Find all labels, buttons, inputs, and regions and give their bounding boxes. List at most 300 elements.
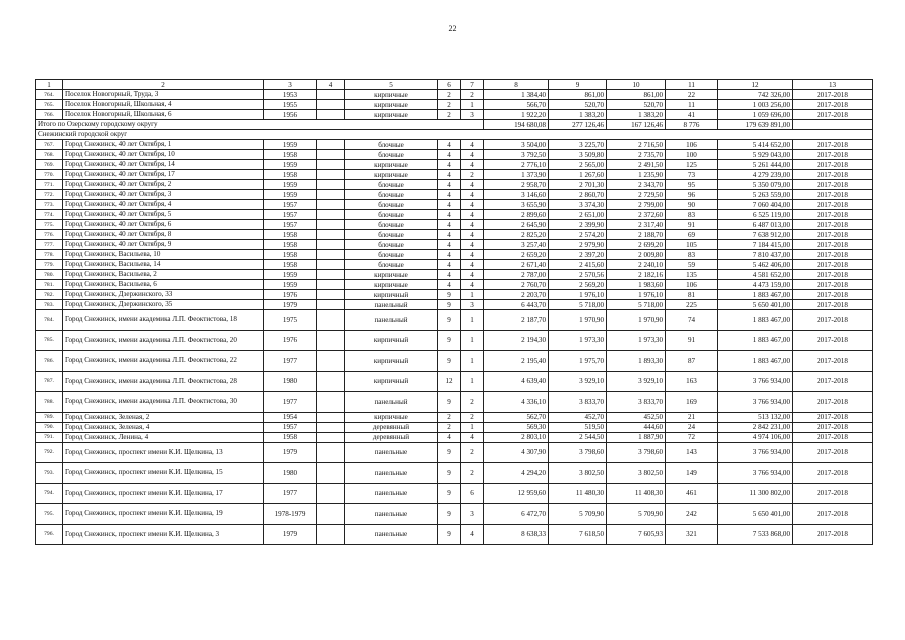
table-cell: 3 225,70	[549, 140, 607, 150]
table-cell: 2017-2018	[793, 200, 873, 210]
table-cell: панельные	[345, 463, 438, 484]
table-cell: Город Снежинск, 40 лет Октября, 17	[63, 170, 264, 180]
table-cell: 1957	[264, 422, 317, 432]
table-cell: блочные	[345, 180, 438, 190]
table-cell: 24	[666, 422, 718, 432]
table-cell: 1980	[264, 371, 317, 392]
table-cell: 149	[666, 463, 718, 484]
table-cell: 1977	[264, 392, 317, 413]
table-cell: 2 570,56	[549, 270, 607, 280]
table-cell: 1957	[264, 220, 317, 230]
table-cell: 225	[666, 300, 718, 310]
table-cell: 4	[461, 210, 484, 220]
table-cell: 125	[666, 160, 718, 170]
table-cell: 2 799,00	[607, 200, 666, 210]
column-header: 11	[666, 80, 718, 90]
table-cell: 770.	[36, 170, 63, 180]
table-cell: панельные	[345, 504, 438, 525]
table-cell: 2	[438, 422, 461, 432]
table-cell: 2017-2018	[793, 504, 873, 525]
table-cell: 1957	[264, 210, 317, 220]
table-cell: 4	[438, 180, 461, 190]
table-cell	[317, 160, 345, 170]
table-cell: 4	[461, 280, 484, 290]
table-cell: 72	[666, 432, 718, 442]
table-cell: 6 525 119,00	[718, 210, 793, 220]
column-header: 7	[461, 80, 484, 90]
table-cell: 2017-2018	[793, 483, 873, 504]
table-cell: 1956	[264, 110, 317, 120]
table-cell: 143	[666, 442, 718, 463]
table-cell: Город Снежинск, имени академика Л.П. Феоктистова, 28	[63, 371, 264, 392]
table-cell	[317, 351, 345, 372]
table-cell: блочные	[345, 250, 438, 260]
table-cell: 2 671,40	[484, 260, 549, 270]
table-cell: 9	[438, 310, 461, 331]
total-value: 277 126,46	[549, 120, 607, 130]
table-cell: 774.	[36, 210, 63, 220]
table-cell	[317, 210, 345, 220]
table-cell: 1 373,90	[484, 170, 549, 180]
table-cell: Город Снежинск, Васильева, 6	[63, 280, 264, 290]
table-cell	[317, 280, 345, 290]
table-cell: кирпичные	[345, 280, 438, 290]
table-cell: 444,60	[607, 422, 666, 432]
table-cell: 771.	[36, 180, 63, 190]
table-cell: 6 443,70	[484, 300, 549, 310]
total-empty	[793, 120, 873, 130]
table-cell: 5 414 652,00	[718, 140, 793, 150]
table-cell: 59	[666, 260, 718, 270]
table-cell: кирпичные	[345, 412, 438, 422]
table-cell: Город Снежинск, проспект имени К.И. Щелкина, 15	[63, 463, 264, 484]
table-row	[36, 110, 873, 120]
table-cell	[317, 90, 345, 100]
table-cell: 2 760,70	[484, 280, 549, 290]
table-cell: 2	[461, 392, 484, 413]
table-cell: 1976	[264, 330, 317, 351]
table-cell: 5 261 444,00	[718, 160, 793, 170]
total-value: 179 639 891,00	[718, 120, 793, 130]
table-cell: 2 729,50	[607, 190, 666, 200]
table-cell: 1978-1979	[264, 504, 317, 525]
table-cell: 169	[666, 392, 718, 413]
table-cell: 9	[438, 290, 461, 300]
column-header: 9	[549, 80, 607, 90]
table-cell: 4	[438, 230, 461, 240]
table-cell: Город Снежинск, проспект имени К.И. Щелкина, 13	[63, 442, 264, 463]
table-cell: 2017-2018	[793, 210, 873, 220]
table-cell: Поселок Новогорный, Школьная, 4	[63, 100, 264, 110]
table-cell: 4	[461, 432, 484, 442]
table-row	[36, 190, 873, 200]
table-cell: 3 655,90	[484, 200, 549, 210]
table-cell: 796.	[36, 524, 63, 545]
table-cell: 1979	[264, 442, 317, 463]
table-cell: 3 833,70	[607, 392, 666, 413]
table-cell	[317, 504, 345, 525]
table-cell: 1 383,20	[549, 110, 607, 120]
table-cell: 782.	[36, 290, 63, 300]
table-cell: Город Снежинск, 40 лет Октября, 6	[63, 220, 264, 230]
table-cell: 100	[666, 150, 718, 160]
table-cell: кирпичный	[345, 290, 438, 300]
table-cell: 2	[461, 442, 484, 463]
table-cell: 2017-2018	[793, 330, 873, 351]
table-cell: 1979	[264, 524, 317, 545]
table-cell: 2017-2018	[793, 160, 873, 170]
table-cell: 5 650 401,00	[718, 504, 793, 525]
table-cell: 461	[666, 483, 718, 504]
table-cell	[317, 190, 345, 200]
table-cell: 1959	[264, 270, 317, 280]
table-cell: 2 203,70	[484, 290, 549, 300]
table-row	[36, 504, 873, 525]
table-cell: 1	[461, 330, 484, 351]
table-row	[36, 240, 873, 250]
table-cell: блочные	[345, 260, 438, 270]
table-cell: блочные	[345, 140, 438, 150]
table-cell: кирпичный	[345, 330, 438, 351]
table-cell: 4	[438, 190, 461, 200]
table-cell: Город Снежинск, имени академика Л.П. Феоктистова, 30	[63, 392, 264, 413]
table-cell: 4	[461, 160, 484, 170]
table-cell: 789.	[36, 412, 63, 422]
table-cell: 3 929,10	[549, 371, 607, 392]
table-cell: 2	[438, 110, 461, 120]
table-cell: 1 973,30	[607, 330, 666, 351]
table-cell: 7 810 437,00	[718, 250, 793, 260]
column-header: 3	[264, 80, 317, 90]
table-cell: 4	[461, 180, 484, 190]
total-label: Итого по Озерскому городскому округу	[36, 120, 484, 130]
table-cell	[317, 180, 345, 190]
column-header: 10	[607, 80, 666, 90]
table-cell: 9	[438, 442, 461, 463]
table-cell: Город Снежинск, 40 лет Октября, 2	[63, 180, 264, 190]
table-cell: 7 184 415,00	[718, 240, 793, 250]
table-row	[36, 300, 873, 310]
table-cell	[317, 422, 345, 432]
column-header: 5	[345, 80, 438, 90]
table-cell: 2017-2018	[793, 351, 873, 372]
table-cell: 6 472,70	[484, 504, 549, 525]
table-cell: 135	[666, 270, 718, 280]
table-cell: кирпичные	[345, 160, 438, 170]
table-cell: 1958	[264, 260, 317, 270]
table-row	[36, 210, 873, 220]
table-cell: 4	[461, 220, 484, 230]
table-cell: кирпичные	[345, 170, 438, 180]
table-cell: 2017-2018	[793, 422, 873, 432]
table-cell: 2	[438, 412, 461, 422]
table-cell	[317, 483, 345, 504]
table-cell: Город Снежинск, 40 лет Октября, 5	[63, 210, 264, 220]
table-cell: кирпичный	[345, 351, 438, 372]
table-cell: 2 787,00	[484, 270, 549, 280]
table-cell: блочные	[345, 240, 438, 250]
table-cell: 4	[461, 230, 484, 240]
table-cell: 4	[438, 240, 461, 250]
table-cell: Город Снежинск, 40 лет Октября, 14	[63, 160, 264, 170]
table-cell: 2017-2018	[793, 240, 873, 250]
table-cell: 2	[461, 90, 484, 100]
table-cell: 1959	[264, 280, 317, 290]
table-cell: Город Снежинск, 40 лет Октября, 8	[63, 230, 264, 240]
table-cell: 4	[438, 270, 461, 280]
table-cell: 2 651,00	[549, 210, 607, 220]
table-cell	[317, 442, 345, 463]
table-cell: 2017-2018	[793, 180, 873, 190]
table-cell: 3 257,40	[484, 240, 549, 250]
table-cell: 7 060 404,00	[718, 200, 793, 210]
table-cell: 2 569,20	[549, 280, 607, 290]
table-cell: 4	[438, 210, 461, 220]
table-cell: 2017-2018	[793, 463, 873, 484]
table-cell: Город Снежинск, проспект имени К.И. Щелкина, 3	[63, 524, 264, 545]
table-cell: 773.	[36, 200, 63, 210]
table-cell: 87	[666, 351, 718, 372]
table-cell: 1958	[264, 170, 317, 180]
table-row	[36, 140, 873, 150]
table-cell: 4 639,40	[484, 371, 549, 392]
table-cell	[317, 270, 345, 280]
column-header: 4	[317, 80, 345, 90]
table-cell: 779.	[36, 260, 63, 270]
table-row	[36, 200, 873, 210]
table-cell: 2017-2018	[793, 280, 873, 290]
table-cell: 2 860,70	[549, 190, 607, 200]
table-cell: 2 491,50	[607, 160, 666, 170]
table-cell: 1959	[264, 190, 317, 200]
table-cell: 9	[438, 351, 461, 372]
table-cell: 4	[461, 524, 484, 545]
table-cell: Поселок Новогорный, Труда, 3	[63, 90, 264, 100]
column-header: 1	[36, 80, 63, 90]
housing-table	[35, 79, 873, 545]
table-cell: 1955	[264, 100, 317, 110]
table-cell: 2017-2018	[793, 432, 873, 442]
table-cell: 2 188,70	[607, 230, 666, 240]
table-cell: 3 798,60	[607, 442, 666, 463]
table-cell	[317, 432, 345, 442]
table-cell: 105	[666, 240, 718, 250]
table-cell	[317, 230, 345, 240]
table-row	[36, 270, 873, 280]
table-cell: 1 267,60	[549, 170, 607, 180]
table-cell: 3 146,60	[484, 190, 549, 200]
table-cell: 1958	[264, 240, 317, 250]
table-cell: 5 709,90	[549, 504, 607, 525]
table-cell: Город Снежинск, 40 лет Октября, 3	[63, 190, 264, 200]
table-row	[36, 90, 873, 100]
table-cell: Город Снежинск, 40 лет Октября, 4	[63, 200, 264, 210]
table-cell: панельный	[345, 300, 438, 310]
table-cell: 21	[666, 412, 718, 422]
table-cell: 1976	[264, 290, 317, 300]
table-cell: 452,70	[549, 412, 607, 422]
table-cell: 2 009,80	[607, 250, 666, 260]
table-cell: 2 397,20	[549, 250, 607, 260]
table-cell: 2	[461, 463, 484, 484]
table-cell	[317, 412, 345, 422]
table-cell: 1 883 467,00	[718, 330, 793, 351]
table-cell: 3 509,80	[549, 150, 607, 160]
table-cell: 3	[461, 300, 484, 310]
table-cell: 520,70	[549, 100, 607, 110]
table-cell: 4	[461, 150, 484, 160]
table-cell: 1975	[264, 310, 317, 331]
table-cell: 9	[438, 483, 461, 504]
table-cell: 4	[438, 200, 461, 210]
table-cell	[317, 371, 345, 392]
table-cell: Город Снежинск, Зеленая, 2	[63, 412, 264, 422]
table-cell: 2017-2018	[793, 190, 873, 200]
table-cell: 2 735,70	[607, 150, 666, 160]
table-cell: 1	[461, 371, 484, 392]
table-cell	[317, 310, 345, 331]
table-cell: 513 132,00	[718, 412, 793, 422]
table-cell: 4	[461, 200, 484, 210]
table-cell: 8 638,33	[484, 524, 549, 545]
table-cell	[317, 524, 345, 545]
table-cell: 9	[438, 524, 461, 545]
table-cell: 2017-2018	[793, 371, 873, 392]
table-cell: 1 970,90	[549, 310, 607, 331]
table-cell: 90	[666, 200, 718, 210]
table-cell: 1	[461, 422, 484, 432]
table-cell: 4	[438, 220, 461, 230]
table-cell: 3 766 934,00	[718, 442, 793, 463]
table-cell: 4	[438, 150, 461, 160]
table-cell	[317, 140, 345, 150]
table-cell	[317, 200, 345, 210]
table-cell: 74	[666, 310, 718, 331]
table-cell	[317, 290, 345, 300]
total-value: 167 126,46	[607, 120, 666, 130]
table-cell: 772.	[36, 190, 63, 200]
table-cell: 2 182,16	[607, 270, 666, 280]
table-cell: 91	[666, 220, 718, 230]
table-cell: 4	[438, 170, 461, 180]
table-cell: 7 533 868,00	[718, 524, 793, 545]
column-header: 8	[484, 80, 549, 90]
table-cell: 787.	[36, 371, 63, 392]
table-cell: Город Снежинск, 40 лет Октября, 10	[63, 150, 264, 160]
table-cell: 2 399,90	[549, 220, 607, 230]
table-cell: 1 883 467,00	[718, 310, 793, 331]
table-cell: 2017-2018	[793, 524, 873, 545]
table-cell: Город Снежинск, Васильева, 14	[63, 260, 264, 270]
table-cell: 106	[666, 280, 718, 290]
table-cell: 4	[438, 432, 461, 442]
table-cell: 742 326,00	[718, 90, 793, 100]
table-cell: 1977	[264, 483, 317, 504]
table-cell: блочные	[345, 210, 438, 220]
table-cell: 9	[438, 300, 461, 310]
table-cell: 9	[438, 504, 461, 525]
table-cell: 2 958,70	[484, 180, 549, 190]
table-cell: 1 383,20	[607, 110, 666, 120]
table-cell: Город Снежинск, имени академика Л.П. Феоктистова, 22	[63, 351, 264, 372]
table-cell: 3 929,10	[607, 371, 666, 392]
table-cell: 1977	[264, 351, 317, 372]
table-row	[36, 371, 873, 392]
table-cell: 2	[438, 90, 461, 100]
table-cell: 4 581 652,00	[718, 270, 793, 280]
section-title: Снежинский городской округ	[36, 130, 873, 140]
table-cell: 1 883 467,00	[718, 290, 793, 300]
table-cell: 91	[666, 330, 718, 351]
table-cell	[317, 260, 345, 270]
table-row	[36, 180, 873, 190]
table-cell: 2 343,70	[607, 180, 666, 190]
table-cell	[317, 150, 345, 160]
table-cell: 2 699,20	[607, 240, 666, 250]
table-cell: 2 776,10	[484, 160, 549, 170]
table-cell: 163	[666, 371, 718, 392]
table-cell: 12	[438, 371, 461, 392]
table-cell: 4	[461, 190, 484, 200]
table-cell: 3 374,30	[549, 200, 607, 210]
table-row	[36, 160, 873, 170]
table-cell: Город Снежинск, Ленина, 4	[63, 432, 264, 442]
table-row	[36, 412, 873, 422]
table-cell: 1 003 256,00	[718, 100, 793, 110]
table-row	[36, 280, 873, 290]
table-cell: 776.	[36, 230, 63, 240]
table-row	[36, 422, 873, 432]
table-cell: 2017-2018	[793, 260, 873, 270]
table-cell: 780.	[36, 270, 63, 280]
table-cell: 69	[666, 230, 718, 240]
table-row	[36, 250, 873, 260]
table-cell: 5 263 559,00	[718, 190, 793, 200]
table-cell: 790.	[36, 422, 63, 432]
table-cell: блочные	[345, 230, 438, 240]
table-cell: 2017-2018	[793, 220, 873, 230]
table-cell: 5 650 401,00	[718, 300, 793, 310]
table-cell: 5 709,90	[607, 504, 666, 525]
table-cell: 2 701,30	[549, 180, 607, 190]
table-cell: 1 887,90	[607, 432, 666, 442]
table-cell: 2 979,90	[549, 240, 607, 250]
table-cell: 778.	[36, 250, 63, 260]
table-cell: 3	[461, 504, 484, 525]
table-row	[36, 290, 873, 300]
table-cell: Город Снежинск, имени академика Л.П. Феоктистова, 20	[63, 330, 264, 351]
column-header: 6	[438, 80, 461, 90]
table-row	[36, 524, 873, 545]
table-cell: 4	[461, 140, 484, 150]
table-cell: кирпичные	[345, 110, 438, 120]
table-cell: 1980	[264, 463, 317, 484]
table-cell: 2 716,50	[607, 140, 666, 150]
table-cell: 3 802,50	[607, 463, 666, 484]
table-cell: деревянный	[345, 432, 438, 442]
table-cell: 768.	[36, 150, 63, 160]
table-cell: 6	[461, 483, 484, 504]
table-cell: 2 372,60	[607, 210, 666, 220]
table-cell	[317, 240, 345, 250]
table-cell: 2017-2018	[793, 392, 873, 413]
table-row	[36, 330, 873, 351]
table-cell: 3 792,50	[484, 150, 549, 160]
total-row	[36, 120, 873, 130]
table-cell: 9	[438, 392, 461, 413]
table-cell: 3 504,00	[484, 140, 549, 150]
table-cell: 2017-2018	[793, 310, 873, 331]
